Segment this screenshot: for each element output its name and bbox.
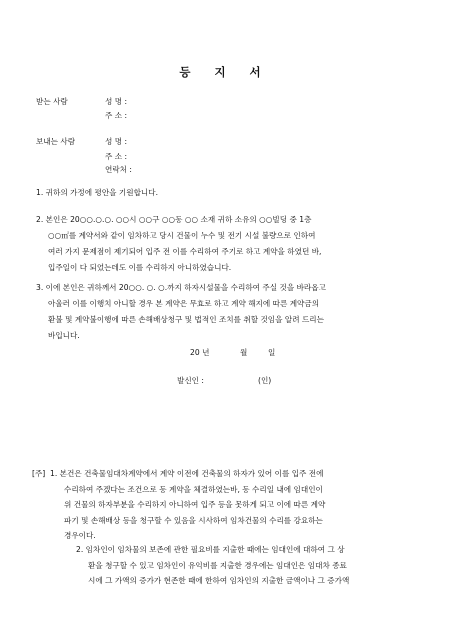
paragraph-3-line: 환불 및 계약불이행에 따른 손해배상청구 및 법적인 조치를 취할 것임을 알려 드리는 xyxy=(48,315,324,324)
sender-label: 보내는 사람 xyxy=(36,137,76,146)
paragraph-2 xyxy=(36,212,426,276)
note-1-line: 1. 본건은 건축물임대차계약에서 계약 이전에 건축물의 하자가 있어 이를 입주 전에 xyxy=(50,469,324,478)
date-day: 일 xyxy=(268,348,276,357)
paragraph-3-line: 바입니다. xyxy=(48,331,80,340)
note-2-line: 환을 청구할 수 있고 임차인이 유익비를 지출한 경우에는 임대인은 임대차 종료 xyxy=(88,560,347,570)
paragraph-3-line: 아울러 이를 이행치 아니할 경우 본 계약은 무효로 하고 계약 해지에 따른 계약금의 xyxy=(48,299,320,308)
paragraph-2-line: 2. 본인은 20○○.○.○. ○○시 ○○구 ○○동 ○○ 소재 귀하 소유의 ○○빌딩 중 1층 xyxy=(36,215,312,224)
note-2 xyxy=(76,542,349,589)
note-1-line: 위 건물의 하자부분을 수리하지 아니하여 입주 등을 못하게 되고 이에 따른 계약 xyxy=(64,500,326,509)
note-2-line: 시에 그 가액의 증가가 현존한 때에 한하여 임차인의 지출한 금액이나 그 증가액 xyxy=(88,576,350,585)
note-2-line: 2. 임차인이 임차물의 보존에 관한 필요비를 지출한 때에는 임대인에 대하여 그 상 xyxy=(76,545,345,554)
notes-marker: [주] xyxy=(32,469,46,478)
note-1 xyxy=(50,466,325,544)
paragraph-3-line: 3. 이에 본인은 귀하께서 20○○. ○. ○.까지 하자시설물을 수리하여 주실 것을 바라옵고 xyxy=(36,283,326,292)
note-1-line: 수리하여 주겠다는 조건으로 동 계약을 체결하였는바, 동 수리일 내에 임대인이 xyxy=(64,484,323,494)
sender-name-label: 성 명 : xyxy=(105,137,128,146)
paragraph-2-line: 여러 가지 문제점이 제기되어 입주 전 이를 수리하여 주기로 하고 계약을 하였던 바, xyxy=(48,247,322,256)
receiver-name-label: 성 명 : xyxy=(105,97,128,106)
date-month: 월 xyxy=(240,348,248,357)
note-1-line: 파기 및 손해배상 등을 청구할 수 있음을 시사하여 임차건물의 수리를 강요하는 xyxy=(64,515,323,525)
document-title: 등 지 서 xyxy=(179,65,271,79)
receiver-address-label: 주 소 : xyxy=(105,111,128,120)
date-year: 20 년 xyxy=(190,348,210,357)
paragraph-2-line: ○○㎡를 계약서와 같이 임차하고 당시 건물이 누수 및 전기 시설 불량으로 인하여 xyxy=(48,231,316,240)
issuer-label: 발신인 : xyxy=(177,376,204,385)
sender-address-label: 주 소 : xyxy=(105,152,128,161)
sender-contact-label: 연락처 : xyxy=(105,165,132,174)
paragraph-2-line: 입주일이 다 되었는데도 이를 수리하지 아니하였습니다. xyxy=(48,263,232,272)
issuer-seal: (인) xyxy=(258,376,272,385)
note-1-line: 경우이다. xyxy=(64,531,96,540)
paragraph-3 xyxy=(36,280,426,344)
paragraph-1: 1. 귀하의 가정에 평안을 기원합니다. xyxy=(36,188,159,197)
receiver-label: 받는 사람 xyxy=(36,97,68,106)
